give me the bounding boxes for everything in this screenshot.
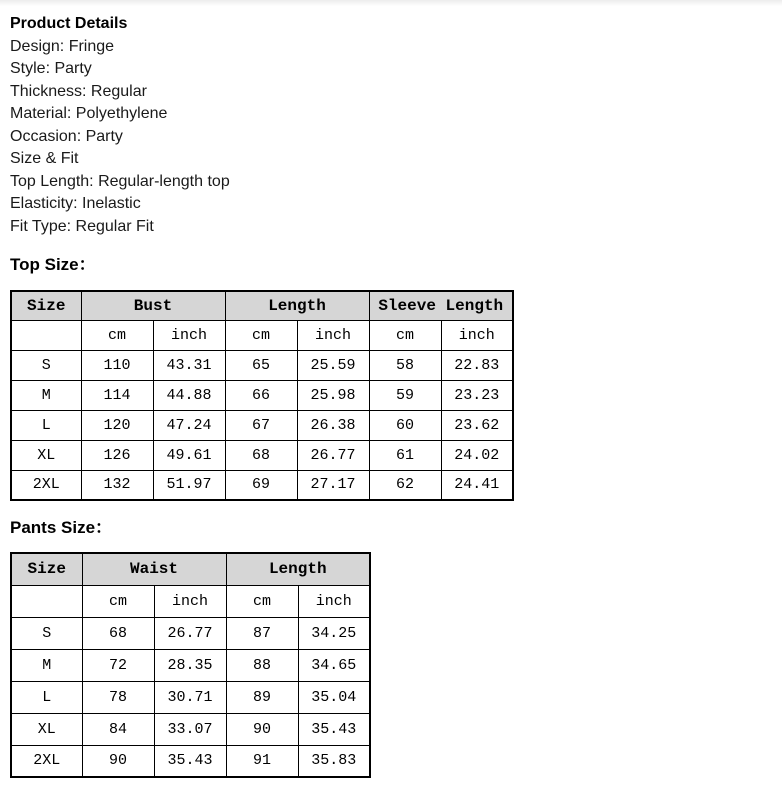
value-cell: 44.88	[153, 380, 225, 410]
value-cell: 47.24	[153, 410, 225, 440]
value-cell: 88	[226, 649, 298, 681]
product-detail-line-design: Design: Fringe	[10, 37, 115, 55]
value-cell: 68	[225, 440, 297, 470]
unit-cell-length-cm: cm	[226, 585, 298, 617]
product-details-page	[0, 6, 782, 778]
value-cell: 90	[226, 713, 298, 745]
value-cell: 30.71	[154, 681, 226, 713]
size-cell: L	[11, 410, 81, 440]
value-cell: 87	[226, 617, 298, 649]
value-cell: 78	[82, 681, 154, 713]
value-cell: 27.17	[297, 470, 369, 500]
table-row-xl	[11, 440, 513, 470]
table-row-s	[11, 617, 370, 649]
value-cell: 34.65	[298, 649, 370, 681]
top-size-heading: Top Size：	[10, 255, 96, 274]
value-cell: 58	[369, 350, 441, 380]
value-cell: 89	[226, 681, 298, 713]
value-cell: 26.77	[297, 440, 369, 470]
size-cell: 2XL	[11, 745, 82, 777]
product-detail-line-top-length: Top Length: Regular-length top	[10, 172, 230, 190]
unit-cell-sleeve-cm: cm	[369, 320, 441, 350]
table-row-m	[11, 649, 370, 681]
unit-cell-length-inch: inch	[298, 585, 370, 617]
unit-cell-blank	[11, 585, 82, 617]
column-header-size: Size	[11, 291, 81, 320]
column-header-bust: Bust	[81, 291, 225, 320]
value-cell: 110	[81, 350, 153, 380]
value-cell: 26.38	[297, 410, 369, 440]
unit-cell-waist-cm: cm	[82, 585, 154, 617]
value-cell: 26.77	[154, 617, 226, 649]
unit-cell-length-cm: cm	[225, 320, 297, 350]
value-cell: 62	[369, 470, 441, 500]
value-cell: 61	[369, 440, 441, 470]
size-cell: M	[11, 380, 81, 410]
table-row-2xl	[11, 745, 370, 777]
unit-cell-bust-inch: inch	[153, 320, 225, 350]
value-cell: 72	[82, 649, 154, 681]
value-cell: 68	[82, 617, 154, 649]
value-cell: 90	[82, 745, 154, 777]
product-detail-line-style: Style: Party	[10, 60, 92, 77]
product-details-title: Product Details	[10, 15, 128, 32]
value-cell: 132	[81, 470, 153, 500]
product-detail-line-occasion: Occasion: Party	[10, 127, 123, 145]
unit-cell-waist-inch: inch	[154, 585, 226, 617]
product-detail-line-material: Material: Polyethylene	[10, 105, 168, 122]
value-cell: 120	[81, 410, 153, 440]
size-cell: 2XL	[11, 470, 81, 500]
size-cell: XL	[11, 440, 81, 470]
value-cell: 43.31	[153, 350, 225, 380]
value-cell: 66	[225, 380, 297, 410]
unit-cell-bust-cm: cm	[81, 320, 153, 350]
pants-size-header-row	[11, 553, 370, 585]
size-cell: S	[11, 350, 81, 380]
value-cell: 69	[225, 470, 297, 500]
value-cell: 23.62	[441, 410, 513, 440]
value-cell: 91	[226, 745, 298, 777]
table-row-s	[11, 350, 513, 380]
value-cell: 34.25	[298, 617, 370, 649]
value-cell: 35.04	[298, 681, 370, 713]
value-cell: 28.35	[154, 649, 226, 681]
unit-cell-length-inch: inch	[297, 320, 369, 350]
value-cell: 114	[81, 380, 153, 410]
value-cell: 59	[369, 380, 441, 410]
value-cell: 67	[225, 410, 297, 440]
product-detail-line-fit-type: Fit Type: Regular Fit	[10, 217, 154, 235]
value-cell: 24.41	[441, 470, 513, 500]
pants-size-heading: Pants Size：	[10, 518, 113, 537]
size-cell: L	[11, 681, 82, 713]
pants-size-units-row	[11, 585, 370, 617]
value-cell: 35.43	[154, 745, 226, 777]
value-cell: 25.59	[297, 350, 369, 380]
value-cell: 25.98	[297, 380, 369, 410]
value-cell: 35.83	[298, 745, 370, 777]
column-header-length: Length	[226, 553, 370, 585]
pants-size-table	[10, 552, 371, 778]
column-header-size: Size	[11, 553, 82, 585]
value-cell: 23.23	[441, 380, 513, 410]
value-cell: 84	[82, 713, 154, 745]
table-row-2xl	[11, 470, 513, 500]
table-row-xl	[11, 713, 370, 745]
unit-cell-blank	[11, 320, 81, 350]
column-header-sleeve-length: Sleeve Length	[369, 291, 513, 320]
value-cell: 33.07	[154, 713, 226, 745]
product-detail-line-thickness: Thickness: Regular	[10, 82, 147, 100]
value-cell: 65	[225, 350, 297, 380]
table-row-l	[11, 681, 370, 713]
table-row-l	[11, 410, 513, 440]
top-size-header-row	[11, 291, 513, 320]
value-cell: 51.97	[153, 470, 225, 500]
product-detail-line-elasticity: Elasticity: Inelastic	[10, 195, 141, 212]
product-detail-line-size-fit: Size & Fit	[10, 150, 79, 167]
product-details-section	[10, 13, 772, 238]
column-header-length: Length	[225, 291, 369, 320]
column-header-waist: Waist	[82, 553, 226, 585]
value-cell: 49.61	[153, 440, 225, 470]
value-cell: 22.83	[441, 350, 513, 380]
table-row-m	[11, 380, 513, 410]
unit-cell-sleeve-inch: inch	[441, 320, 513, 350]
value-cell: 24.02	[441, 440, 513, 470]
size-cell: XL	[11, 713, 82, 745]
top-size-units-row	[11, 320, 513, 350]
size-cell: M	[11, 649, 82, 681]
top-size-table	[10, 290, 514, 501]
value-cell: 126	[81, 440, 153, 470]
value-cell: 60	[369, 410, 441, 440]
size-cell: S	[11, 617, 82, 649]
value-cell: 35.43	[298, 713, 370, 745]
